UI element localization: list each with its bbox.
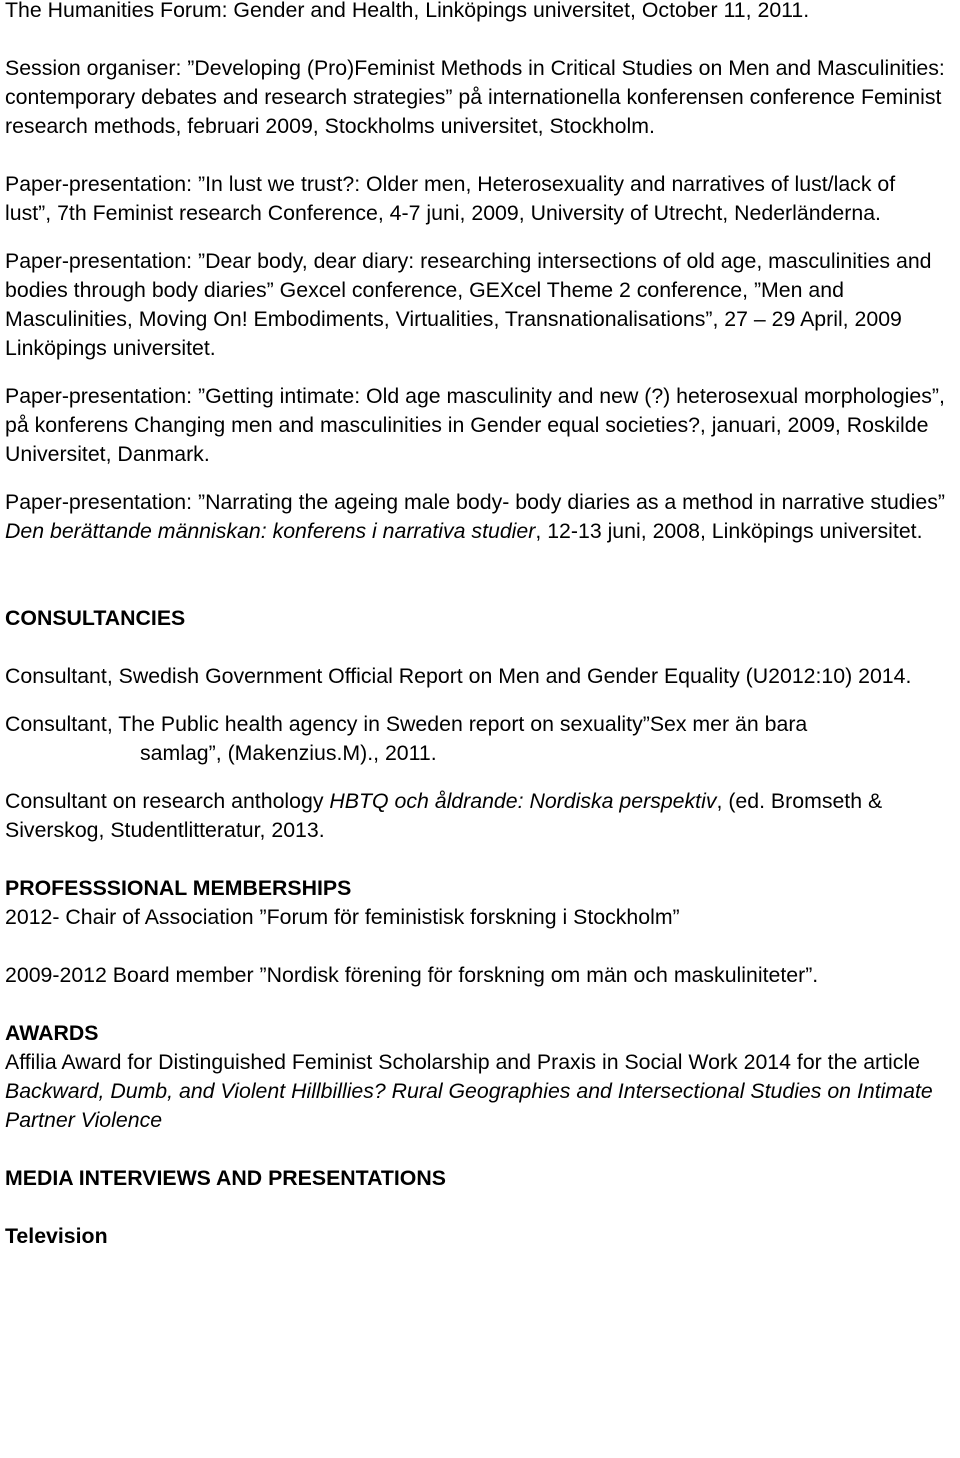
awards-heading: AWARDS [5,1021,99,1045]
session-organiser-entry: Session organiser: ”Developing (Pro)Feminist Methods in Critical Studies on Men and Masculinities: contemporary debates and research strategies” på internationella konferensen conference Feminist research methods, februari 2009, Stockholms universitet, Stockholm. [5,56,945,138]
award-affilia-text: Affilia Award for Distinguished Feminist Scholarship and Praxis in Social Work 2014 for the article [5,1050,921,1074]
memberships-heading: PROFESSSIONAL MEMBERSHIPS [5,876,352,900]
document-page [5,0,945,1251]
award-affilia-article: Backward, Dumb, and Violent Hillbillies? Rural Geographies and Intersectional Studies on Intimate Partner Violence [5,1079,933,1132]
paper-presentation-lust: Paper-presentation: ”In lust we trust?: Older men, Heterosexuality and narratives of lust/lack of lust”, 7th Feminist research Conference, 4-7 juni, 2009, University of Utrecht, Nederländerna. [5,172,896,225]
media-heading: MEDIA INTERVIEWS AND PRESENTATIONS [5,1166,446,1190]
consultancy-anthology-title: HBTQ och åldrande: Nordiska perspektiv [329,789,717,813]
paper-presentation-narrating-conference: Den berättande människan: konferens i narrativa studier [5,519,536,543]
consultancy-gender-equality: Consultant, Swedish Government Official Report on Men and Gender Equality (U2012:10) 2014. [5,664,912,688]
paper-presentation-narrating-text: Paper-presentation: ”Narrating the ageing male body- body diaries as a method in narrative studies” [5,490,945,514]
membership-chair: 2012- Chair of Association ”Forum för feministisk forskning i Stockholm” [5,905,680,929]
consultancy-anthology-text: Consultant on research anthology [5,789,330,813]
consultancy-public-health-line2: samlag”, (Makenzius.M)., 2011. [140,741,437,765]
paper-presentation-dear-body: Paper-presentation: ”Dear body, dear diary: researching intersections of old age, masculinities and bodies through body diaries” Gexcel conference, GEXcel Theme 2 conference, ”Men and Masculinities, Moving On! Embodiments, Virtualities, Transnationalisations”, 27 – 29 April, 2009 Linköpings universitet. [5,249,932,360]
consultancy-anthology [5,787,945,845]
paper-presentation-narrating-details: , 12-13 juni, 2008, Linköpings universitet. [535,519,923,543]
consultancies-heading: CONSULTANCIES [5,606,186,630]
consultancy-public-health [5,710,945,768]
television-subheading: Television [5,1224,108,1248]
consultancy-anthology-details: , (ed. Bromseth & Siverskog, Studentlitteratur, 2013. [5,789,883,842]
award-affilia [5,1048,945,1135]
consultancy-public-health-line1: Consultant, The Public health agency in Sweden report on sexuality”Sex mer än bara [5,712,808,736]
forum-entry: The Humanities Forum: Gender and Health, Linköpings universitet, October 11, 2011. [5,0,810,22]
paper-presentation-narrating [5,488,945,546]
membership-board: 2009-2012 Board member ”Nordisk förening för forskning om män och maskuliniteter”. [5,963,819,987]
paper-presentation-getting-intimate: Paper-presentation: ”Getting intimate: Old age masculinity and new (?) heterosexual morphologies”, på konferens Changing men and masculinities in Gender equal societies?, januari, 2009, Roskilde Universitet, Danmark. [5,384,945,466]
